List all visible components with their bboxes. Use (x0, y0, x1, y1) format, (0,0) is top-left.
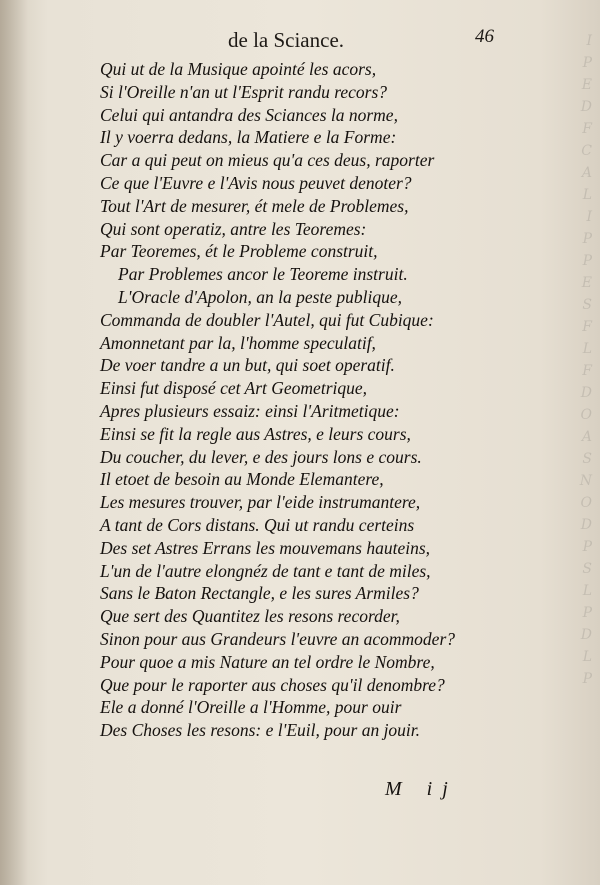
verse-line: Par Teoremes, ét le Probleme construit, (100, 241, 378, 262)
running-title: de la Sciance. (228, 28, 345, 52)
verse-line: Si l'Oreille n'an ut l'Esprit randu recors? (100, 81, 388, 102)
verse-line: Commanda de doubler l'Autel, qui fut Cubique: (100, 309, 434, 330)
verse-line: Des set Astres Errans les mouvemans hauteins, (100, 537, 431, 558)
verse-line: Amonnetant par la, l'homme speculatif, (100, 332, 376, 353)
verse-line: L'Oracle d'Apolon, an la peste publique, (118, 286, 403, 307)
verse-line: Il etoet de besoin au Monde Elemantere, (100, 469, 384, 490)
verse-line: L'un de l'autre elongnéz de tant e tant de miles, (100, 560, 431, 581)
verse-line: Que pour le raporter aus choses qu'il denombre? (100, 674, 445, 695)
show-through-text: I P E D F C A L I P P E S F L F D O A S N O D P S L P D L P (579, 33, 592, 687)
verse-line: Tout l'Art de mesurer, ét mele de Problemes, (100, 195, 409, 216)
verse-line: A tant de Cors distans. Qui ut randu certeins (100, 514, 415, 535)
verse-line: Ce que l'Euvre e l'Avis nous peuvet denoter? (100, 172, 412, 193)
verse-line: Qui sont operatiz, antre les Teoremes: (100, 218, 367, 239)
gutter-shadow (0, 0, 28, 885)
verse-line: Des Choses les resons: e l'Euil, pour an jouir. (100, 720, 421, 741)
verse-line: Celui qui antandra des Sciances la norme, (100, 104, 398, 125)
verse-line: Il y voerra dedans, la Matiere e la Forme: (100, 127, 397, 148)
verse-line: Pour quoe a mis Nature an tel ordre le Nombre, (100, 651, 435, 672)
verse-line: Sans le Baton Rectangle, e les sures Armiles? (100, 583, 419, 604)
verse-line: Ele a donné l'Oreille a l'Homme, pour ouir (100, 697, 402, 718)
signature-mark: M ij (385, 778, 458, 800)
page-number: 46 (475, 26, 494, 47)
verse-line: Les mesures trouver, par l'eide instrumantere, (100, 492, 421, 513)
verse-line: Car a qui peut on mieus qu'a ces deus, raporter (100, 150, 435, 171)
verse-line: De voer tandre a un but, qui soet operatif. (100, 355, 395, 376)
verse-block (100, 58, 540, 742)
verse-line: Par Problemes ancor le Teoreme instruit. (118, 264, 408, 285)
verse-line: Einsi fut disposé cet Art Geometrique, (100, 378, 368, 399)
verse-line: Sinon pour aus Grandeurs l'euvre an acommoder? (100, 628, 456, 649)
verse-line: Apres plusieurs essaiz: einsi l'Aritmetique: (100, 400, 400, 421)
verse-line: Einsi se fit la regle aus Astres, e leurs cours, (100, 423, 411, 444)
verse-line: Qui ut de la Musique apointé les acors, (100, 59, 377, 79)
running-head (0, 28, 600, 56)
verse-line: Du coucher, du lever, e des jours lons e cours. (100, 446, 422, 467)
verse-line: Que sert des Quantitez les resons recorder, (100, 606, 400, 627)
